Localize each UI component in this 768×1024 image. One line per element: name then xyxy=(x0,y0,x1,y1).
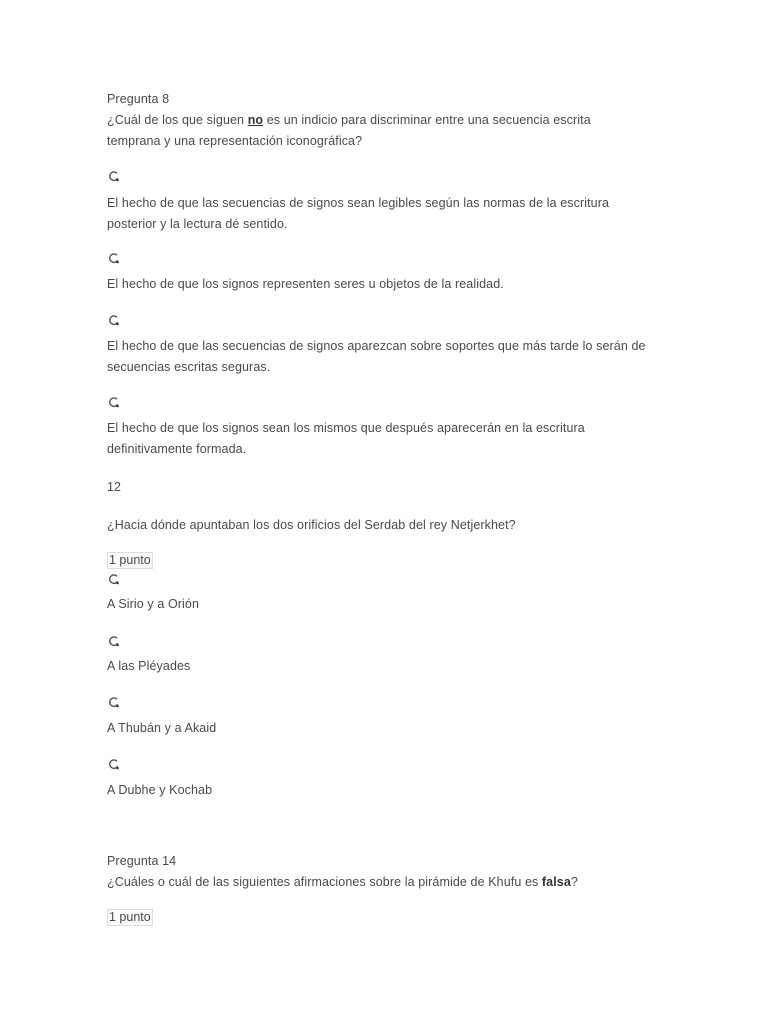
radio-button-icon[interactable] xyxy=(108,697,119,708)
question-8-option: El hecho de que los signos representen seres u objetos de la realidad. xyxy=(107,277,504,291)
question-14-emphasis: falsa xyxy=(541,875,571,889)
question-14-points-badge xyxy=(107,908,153,926)
radio-button-icon[interactable] xyxy=(108,574,119,585)
question-14-text-part: ? xyxy=(570,875,578,889)
question-14-text xyxy=(107,872,667,893)
question-8-option: El hecho de que las secuencias de signos aparezcan sobre soportes que más tarde lo serán de secuencias escritas seguras. xyxy=(107,339,646,374)
radio-button-icon[interactable] xyxy=(108,171,119,182)
question-12-option: A Thubán y a Akaid xyxy=(107,721,217,735)
question-8-emphasis: no xyxy=(247,113,264,127)
radio-button-icon[interactable] xyxy=(108,636,119,647)
question-12-option: A Dubhe y Kochab xyxy=(107,783,213,797)
radio-button-icon[interactable] xyxy=(108,397,119,408)
question-8-text xyxy=(107,110,627,151)
question-8-heading: Pregunta 8 xyxy=(107,92,170,106)
question-12-option: A Sirio y a Orión xyxy=(107,597,200,611)
question-8-option: El hecho de que las secuencias de signos sean legibles según las normas de la escritura posterior y la lectura dé sentido. xyxy=(107,196,610,231)
question-12-option: A las Pléyades xyxy=(107,659,191,673)
question-12-text: ¿Hacia dónde apuntaban los dos orificios del Serdab del rey Netjerkhet? xyxy=(107,518,516,532)
question-14-text-part: ¿Cuáles o cuál de las siguientes afirmaciones sobre la pirámide de Khufu es xyxy=(107,875,542,889)
points-label: 1 punto xyxy=(109,553,151,567)
question-8-text-part: es un indicio para discriminar entre una secuencia escrita temprana y una representación iconográfica? xyxy=(107,113,591,148)
points-label: 1 punto xyxy=(109,910,151,924)
radio-button-icon[interactable] xyxy=(108,759,119,770)
question-8-text-part: ¿Cuál de los que siguen xyxy=(107,113,248,127)
question-12-points-badge xyxy=(107,551,153,569)
question-12-number: 12 xyxy=(107,480,122,494)
radio-button-icon[interactable] xyxy=(108,253,119,264)
question-14-heading: Pregunta 14 xyxy=(107,854,177,868)
question-8-option: El hecho de que los signos sean los mismos que después aparecerán en la escritura definitivamente formada. xyxy=(107,421,585,456)
radio-button-icon[interactable] xyxy=(108,315,119,326)
